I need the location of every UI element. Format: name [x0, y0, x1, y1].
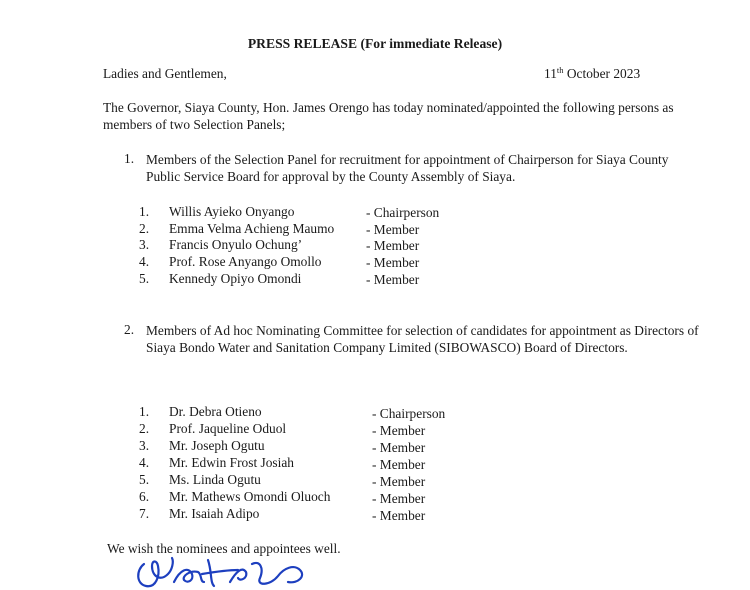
signature-icon — [130, 552, 320, 590]
date-day: 11 — [544, 66, 557, 81]
member-role: - Member — [372, 440, 426, 455]
member-role: - Member — [366, 272, 420, 287]
panel1-member-row — [139, 237, 302, 254]
panel2-member-row — [139, 489, 330, 506]
member-name: Prof. Rose Anyango Omollo — [169, 254, 322, 269]
panel1-member-row — [139, 254, 322, 271]
date-suffix: th — [556, 65, 564, 75]
member-number: 3. — [139, 438, 150, 453]
member-number: 2. — [139, 421, 150, 436]
intro-paragraph: The Governor, Siaya County, Hon. James Orengo has today nominated/appointed the following persons as members of two Selection Panels; — [103, 100, 674, 132]
member-name: Kennedy Opiyo Omondi — [169, 271, 302, 286]
member-role: - Member — [372, 474, 426, 489]
member-role: - Member — [372, 457, 426, 472]
section-2-text: Members of Ad hoc Nominating Committee for selection of candidates for appointment as Directors of Siaya Bondo Water and Sanitation Company Limited (SIBOWASCO) Board of Directors. — [146, 323, 699, 355]
member-role: - Chairperson — [372, 406, 446, 421]
member-role: - Member — [372, 491, 426, 506]
panel2-member-row — [139, 506, 259, 523]
panel2-member-row — [139, 438, 265, 455]
member-name: Francis Onyulo Ochung’ — [169, 237, 303, 252]
member-role: - Member — [372, 508, 426, 523]
section-2-number: 2. — [124, 322, 135, 337]
member-number: 7. — [139, 506, 150, 521]
release-date — [544, 66, 640, 82]
section-1-number: 1. — [124, 151, 135, 166]
member-number: 3. — [139, 237, 150, 252]
member-number: 1. — [139, 404, 150, 419]
member-role: - Chairperson — [366, 205, 440, 220]
member-name: Mr. Edwin Frost Josiah — [169, 455, 294, 470]
date-rest: October 2023 — [563, 66, 641, 81]
member-number: 4. — [139, 254, 150, 269]
member-number: 5. — [139, 472, 150, 487]
panel2-member-row — [139, 421, 286, 438]
panel2-member-row — [139, 455, 294, 472]
section-1-text: Members of the Selection Panel for recruitment for appointment of Chairperson for Siaya County Public Service Board for approval by the County Assembly of Siaya. — [146, 152, 669, 184]
member-role: - Member — [366, 222, 420, 237]
member-number: 2. — [139, 221, 150, 236]
member-name: Willis Ayieko Onyango — [169, 204, 295, 219]
panel1-member-row — [139, 204, 294, 221]
member-name: Dr. Debra Otieno — [169, 404, 262, 419]
member-name: Ms. Linda Ogutu — [169, 472, 261, 487]
document-title: PRESS RELEASE (For immediate Release) — [247, 36, 503, 51]
member-name: Mr. Isaiah Adipo — [169, 506, 260, 521]
panel2-member-row — [139, 404, 262, 421]
panel1-member-row — [139, 271, 301, 288]
member-name: Mr. Joseph Ogutu — [169, 438, 265, 453]
member-role: - Member — [366, 255, 420, 270]
member-name: Prof. Jaqueline Oduol — [169, 421, 287, 436]
member-number: 6. — [139, 489, 150, 504]
member-number: 1. — [139, 204, 150, 219]
panel1-member-row — [139, 221, 334, 238]
member-name: Mr. Mathews Omondi Oluoch — [169, 489, 331, 504]
member-role: - Member — [372, 423, 426, 438]
salutation: Ladies and Gentlemen, — [103, 66, 227, 81]
closing-line: We wish the nominees and appointees well. — [107, 541, 341, 556]
member-number: 5. — [139, 271, 150, 286]
member-role: - Member — [366, 238, 420, 253]
member-number: 4. — [139, 455, 150, 470]
panel2-member-row — [139, 472, 261, 489]
member-name: Emma Velma Achieng Maumo — [169, 221, 335, 236]
